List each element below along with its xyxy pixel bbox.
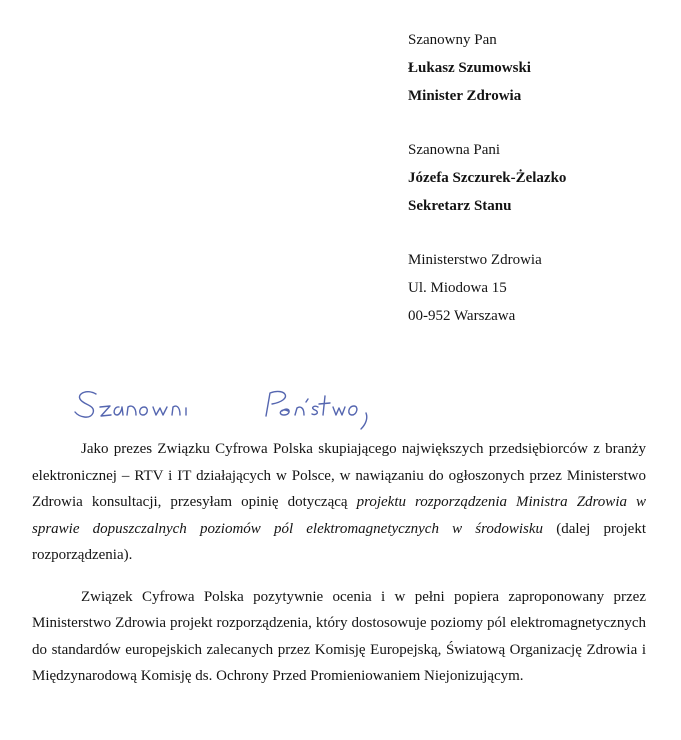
- recipient2-salutation: Szanowna Pani: [408, 142, 501, 158]
- recipients-block: [408, 26, 566, 330]
- recipient1-name: Łukasz Szumowski: [408, 60, 531, 76]
- address-city: 00-952 Warszawa: [408, 308, 516, 324]
- recipient2-title: Sekretarz Stanu: [408, 198, 512, 214]
- address-street: Ul. Miodowa 15: [408, 280, 507, 296]
- recipient2-name: Józefa Szczurek-Żelazko: [408, 170, 567, 186]
- paragraph-1-text-a: Jako prezes Związku Cyfrowa Polska skupiającego największych przedsiębiorców z branży elektronicznej – RTV i IT działających w Polsce, w nawiązaniu do ogłoszonych przez Ministerstwo Zdrowia konsultacji, przesyłam opinię dotyczącą: [32, 441, 646, 510]
- recipient1-title: Minister Zdrowia: [408, 88, 522, 104]
- handwritten-salutation: [74, 385, 404, 435]
- paragraph-1-text-b: (dalej projekt rozporządzenia).: [32, 520, 646, 563]
- paragraph-2: Związek Cyfrowa Polska pozytywnie ocenia i w pełni popiera zaproponowany przez Ministerstwo Zdrowia projekt rozporządzenia, który dostosowuje poziomy pól elektromagnetycznych do standardów europejskich zalecanych przez Komisję Europejską, Światową Organizację Zdrowia i Międzynarodową Komisję ds. Ochrony Przed Promieniowaniem Niejonizującym.: [32, 588, 646, 684]
- paragraph-1-italic-title: projektu rozporządzenia Ministra Zdrowia w sprawie dopuszczalnych poziomów pól elektromagnetycznych w środowisku: [32, 494, 647, 537]
- address-institution: Ministerstwo Zdrowia: [408, 252, 542, 268]
- letter-body: [32, 436, 646, 690]
- paragraph-1: [32, 436, 646, 569]
- recipient1-salutation: Szanowny Pan: [408, 32, 497, 48]
